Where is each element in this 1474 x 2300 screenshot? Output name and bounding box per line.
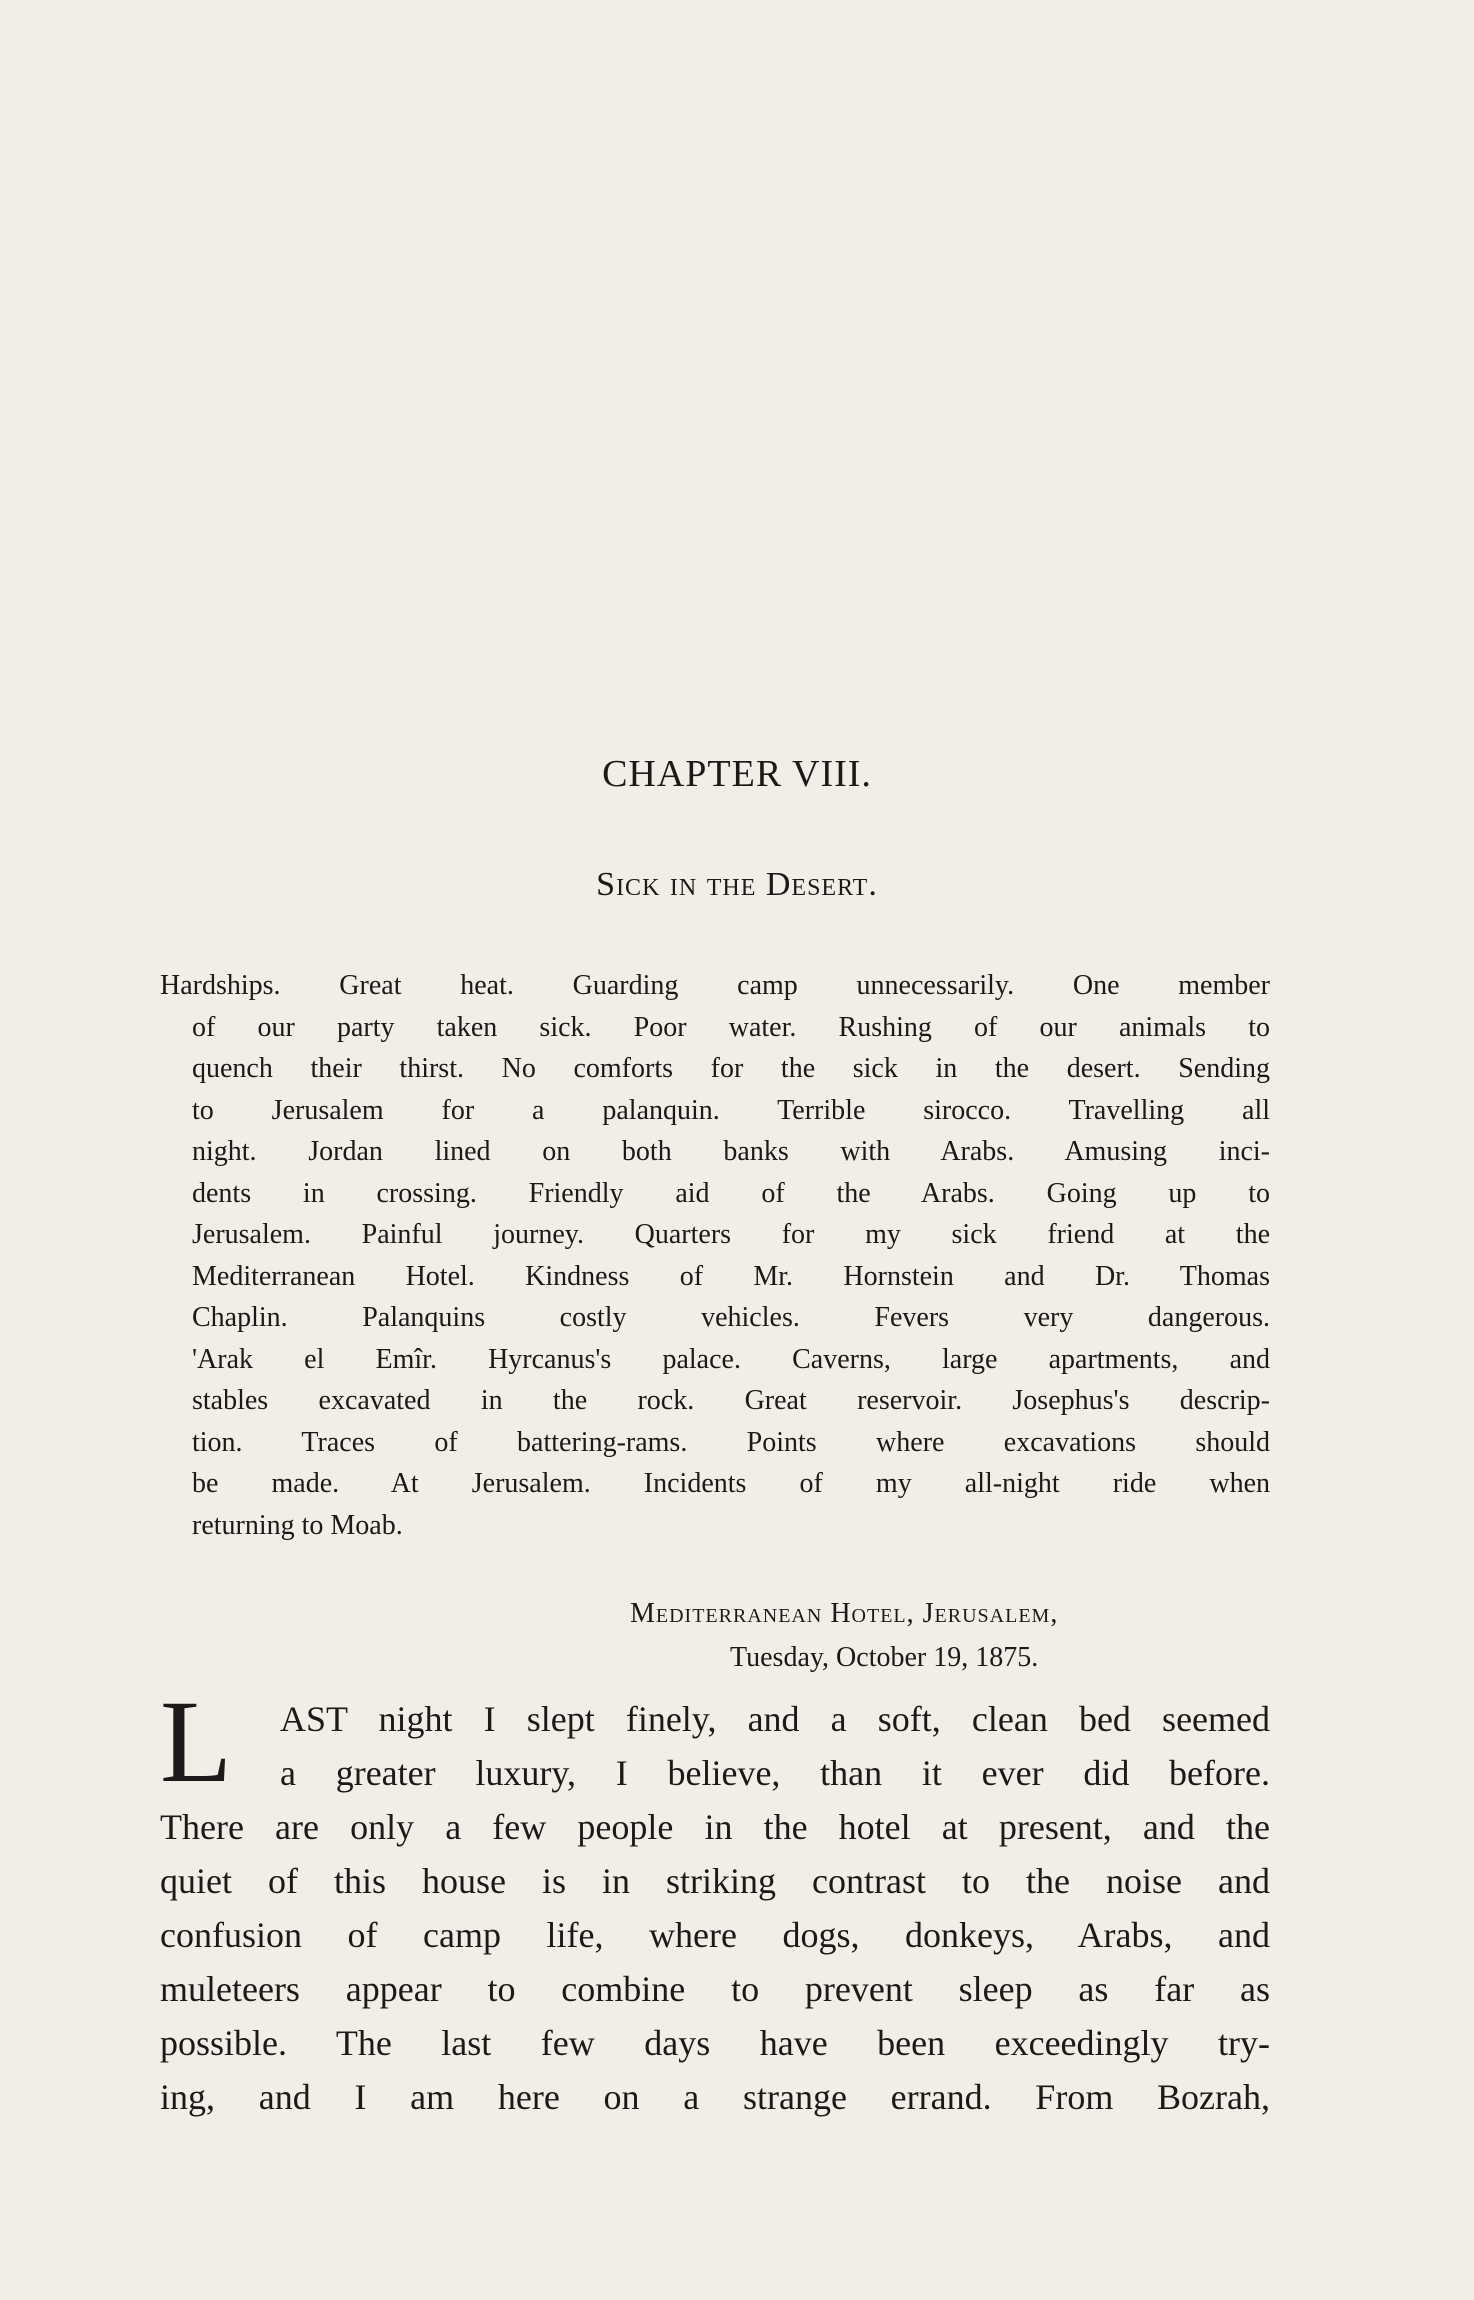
body-line: confusion of camp life, where dogs, donkeys, Arabs, and (160, 1915, 1270, 1955)
dateline-date: Tuesday, October 19, 1875. (730, 1642, 1039, 1673)
dateline-place: Mediterranean Hotel, Jerusalem, (630, 1598, 1059, 1629)
synopsis-line: stables excavated in the rock. Great reservoir. Josephus's descrip- (192, 1385, 1270, 1416)
chapter-synopsis (160, 965, 1270, 1546)
synopsis-line: Chaplin. Palanquins costly vehicles. Fevers very dangerous. (192, 1302, 1270, 1333)
synopsis-line: of our party taken sick. Poor water. Rushing of our animals to (192, 1011, 1270, 1043)
synopsis-line: tion. Traces of battering-rams. Points where excavations should (192, 1426, 1270, 1458)
synopsis-line: Mediterranean Hotel. Kindness of Mr. Hornstein and Dr. Thomas (192, 1260, 1270, 1292)
chapter-title: CHAPTER VIII. (602, 753, 872, 795)
body-line: quiet of this house is in striking contrast to the noise and (160, 1861, 1270, 1901)
body-line: There are only a few people in the hotel at present, and the (160, 1807, 1270, 1847)
synopsis-line: returning to Moab. (192, 1509, 403, 1541)
drop-cap: L (160, 1676, 233, 1807)
letter-dateline (630, 1592, 1270, 1680)
body-line: ing, and I am here on a strange errand. From Bozrah, (160, 2077, 1270, 2117)
body-line: muleteers appear to combine to prevent sleep as far as (160, 1969, 1270, 2009)
synopsis-line: quench their thirst. No comforts for the sick in the desert. Sending (192, 1053, 1270, 1084)
chapter-subtitle: Sick in the Desert. (596, 866, 878, 903)
body-line: AST night I slept finely, and a soft, clean bed seemed (280, 1699, 1270, 1739)
synopsis-line: 'Arak el Emîr. Hyrcanus's palace. Caverns, large apartments, and (192, 1343, 1270, 1375)
synopsis-line: Jerusalem. Painful journey. Quarters for my sick friend at the (192, 1219, 1270, 1250)
synopsis-line: dents in crossing. Friendly aid of the Arabs. Going up to (192, 1177, 1270, 1209)
body-line: possible. The last few days have been exceedingly try- (160, 2023, 1270, 2063)
body-line: a greater luxury, I believe, than it ever did before. (280, 1753, 1270, 1793)
synopsis-line: to Jerusalem for a palanquin. Terrible sirocco. Travelling all (192, 1094, 1270, 1126)
synopsis-line: Hardships. Great heat. Guarding camp unnecessarily. One member (160, 970, 1270, 1001)
body-text (160, 1692, 1270, 2124)
synopsis-line: night. Jordan lined on both banks with Arabs. Amusing inci- (192, 1136, 1270, 1167)
synopsis-line: be made. At Jerusalem. Incidents of my all-night ride when (192, 1468, 1270, 1499)
